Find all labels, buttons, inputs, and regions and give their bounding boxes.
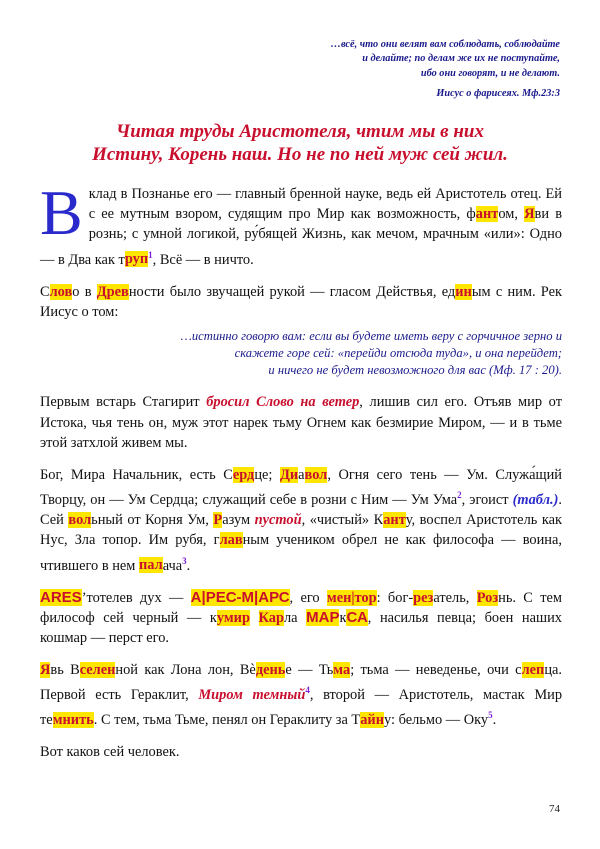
highlight: СА: [346, 608, 368, 626]
highlight: ма: [333, 662, 351, 679]
text: .: [186, 557, 191, 574]
text: ца. Первой есть Гераклит,: [40, 662, 563, 704]
text: е — Ть: [285, 662, 334, 679]
text: ым с ним. Рек Иисус о том:: [40, 283, 562, 320]
page-number: 74: [549, 803, 560, 815]
footnote-ref[interactable]: 3: [182, 555, 187, 566]
footnote-ref[interactable]: 5: [488, 710, 493, 721]
highlight: ин: [455, 283, 472, 300]
text: у, воспел Аристотель как Нус, Зла топор. Им рубя, г: [40, 512, 562, 549]
paragraph-6: [40, 660, 562, 730]
text: атель,: [433, 589, 477, 606]
text: Бог, Мира Начальник, есть С: [40, 467, 233, 484]
text: вь В: [50, 662, 80, 679]
text: ной как Лона лон, Вѐ: [115, 662, 256, 679]
text: . С тем, тьма Тьме, пенял он Гераклиту за Т: [93, 712, 361, 729]
highlight: Р: [213, 512, 223, 529]
text: , Огня сего тень — Ум. Служа́щий Творцу, он — Ум Сердца; служащий себе в розни с Ним — Ум Ума: [40, 467, 562, 509]
paragraph-2: [40, 282, 562, 322]
paragraph-7: Вот каков сей человек.: [40, 744, 180, 761]
highlight: Ди: [279, 467, 299, 484]
text: ача: [162, 557, 183, 574]
highlight: ARES: [40, 588, 82, 606]
text: ла: [284, 609, 307, 626]
highlight: умир: [216, 609, 250, 626]
highlight: леп: [521, 662, 545, 679]
highlight: А|РЕС-М|АРС: [190, 588, 290, 606]
text: : бог-: [376, 589, 414, 606]
epigraph-line: и делайте; по делам же их не поступайте,: [362, 53, 560, 65]
epigraph-line: …всё, что они велят вам соблюдать, соблюдайте: [330, 39, 560, 50]
paragraph-4: [40, 465, 562, 576]
text: у: бельмо — Оку: [384, 712, 489, 729]
page-title: [40, 120, 560, 166]
text: ности было звучащей рукой — гласом Действья, ед: [128, 283, 456, 300]
text: С: [40, 283, 50, 300]
epigraph-source: Иисус о фарисеях. Мф.23:3: [436, 88, 560, 100]
highlight: лов: [49, 283, 73, 300]
text: Первым встарь Стагирит: [40, 394, 207, 411]
highlight: Роз: [476, 589, 499, 606]
emphasis: бросил Слово на ветер: [206, 394, 360, 411]
text: .: [492, 712, 497, 729]
footnote-ref[interactable]: 4: [305, 685, 310, 696]
quote-line: и ничего не будет невозможного для вас (Мф. 17 : 20).: [268, 362, 562, 377]
quote-line: …истинно говорю вам: если вы будете иметь веру с горчичное зерно и: [180, 329, 562, 344]
highlight: Я: [40, 662, 51, 679]
highlight: МАР: [306, 608, 340, 626]
text: о в: [72, 283, 97, 300]
text: , Всё — в ничто.: [152, 251, 254, 268]
text: ным учеником обрел не как философа — воина, чтившего в нем: [40, 532, 562, 574]
highlight: айн: [360, 712, 384, 729]
text: це;: [254, 467, 280, 484]
text: , лишив сил его. Отъяв мир от Истока, чья тень он, муж этот нарек тьму Огнем как безмирие Миром, — и в тьме этой затхлой живем мы.: [40, 394, 562, 451]
text: , насилья певца; боен наших кошмар — перст его.: [40, 609, 562, 647]
highlight: рез: [413, 589, 434, 606]
footnote-ref[interactable]: 1: [148, 249, 153, 260]
paragraph-5: [40, 588, 562, 649]
title-line-2: Истину, Корень наш. Но не по ней муж сей жил.: [92, 144, 508, 165]
highlight: ант: [475, 206, 499, 223]
emphasis: Миром темный: [198, 687, 306, 704]
body-text: [40, 177, 563, 775]
text: , второй — Аристотель, мастак Мир те: [40, 687, 563, 729]
text: к: [339, 609, 347, 626]
paragraph-1: [40, 177, 562, 270]
highlight: Кар: [258, 609, 284, 626]
text: ьный от Корня Ум,: [91, 512, 214, 529]
text: [250, 610, 259, 626]
highlight: пал: [139, 557, 163, 574]
highlight: лав: [219, 532, 243, 549]
highlight: мнить: [52, 712, 94, 729]
footnote-ref[interactable]: 2: [457, 490, 462, 501]
text: азум: [222, 512, 255, 529]
highlight: Древ: [96, 283, 129, 300]
highlight: мен|тор: [326, 589, 377, 606]
text: ви в рознь; с умной логикой, ру́бящей Жизнь, как мечом, мрачным «или»: Одно — в Два как т: [40, 206, 562, 268]
quote-line: скажете горе сей: «перейди отсюда туда», и она перейдет;: [234, 345, 562, 360]
drop-cap: В: [40, 177, 83, 248]
highlight: селен: [79, 662, 116, 679]
text: а: [298, 467, 305, 484]
bible-quote: [80, 328, 562, 378]
highlight: Я: [524, 206, 535, 223]
text: ; тьма — неведенье, очи с: [350, 662, 522, 679]
text: , эгоист: [461, 492, 513, 509]
paragraph-3: [40, 392, 562, 453]
text: , его: [289, 589, 327, 606]
emphasis: пустой: [254, 512, 302, 529]
text: , «чистый» К: [301, 512, 384, 529]
title-line-1: Читая труды Аристотеля, чтим мы в них: [116, 121, 484, 142]
epigraph-line: ибо они говорят, и не делают.: [420, 67, 560, 79]
text: нь. С тем философ сей черный — к: [40, 589, 562, 626]
highlight: вол: [304, 467, 328, 484]
highlight: руп: [124, 251, 149, 268]
text: . Сей: [40, 492, 562, 529]
highlight: день: [255, 662, 286, 679]
table-ref-link[interactable]: (табл.): [512, 492, 559, 509]
text: клад в Познанье его — главный бренной науке, ведь ей Аристотель отец. Ей с ее мутным взором, судящим про Мир как возможность, ф: [88, 186, 562, 223]
highlight: ант: [383, 512, 406, 529]
highlight: ерд: [232, 467, 255, 484]
highlight: вол: [68, 512, 92, 529]
text: ’тотелев дух —: [81, 589, 191, 606]
epigraph: [160, 38, 560, 102]
text: ом,: [498, 206, 525, 223]
